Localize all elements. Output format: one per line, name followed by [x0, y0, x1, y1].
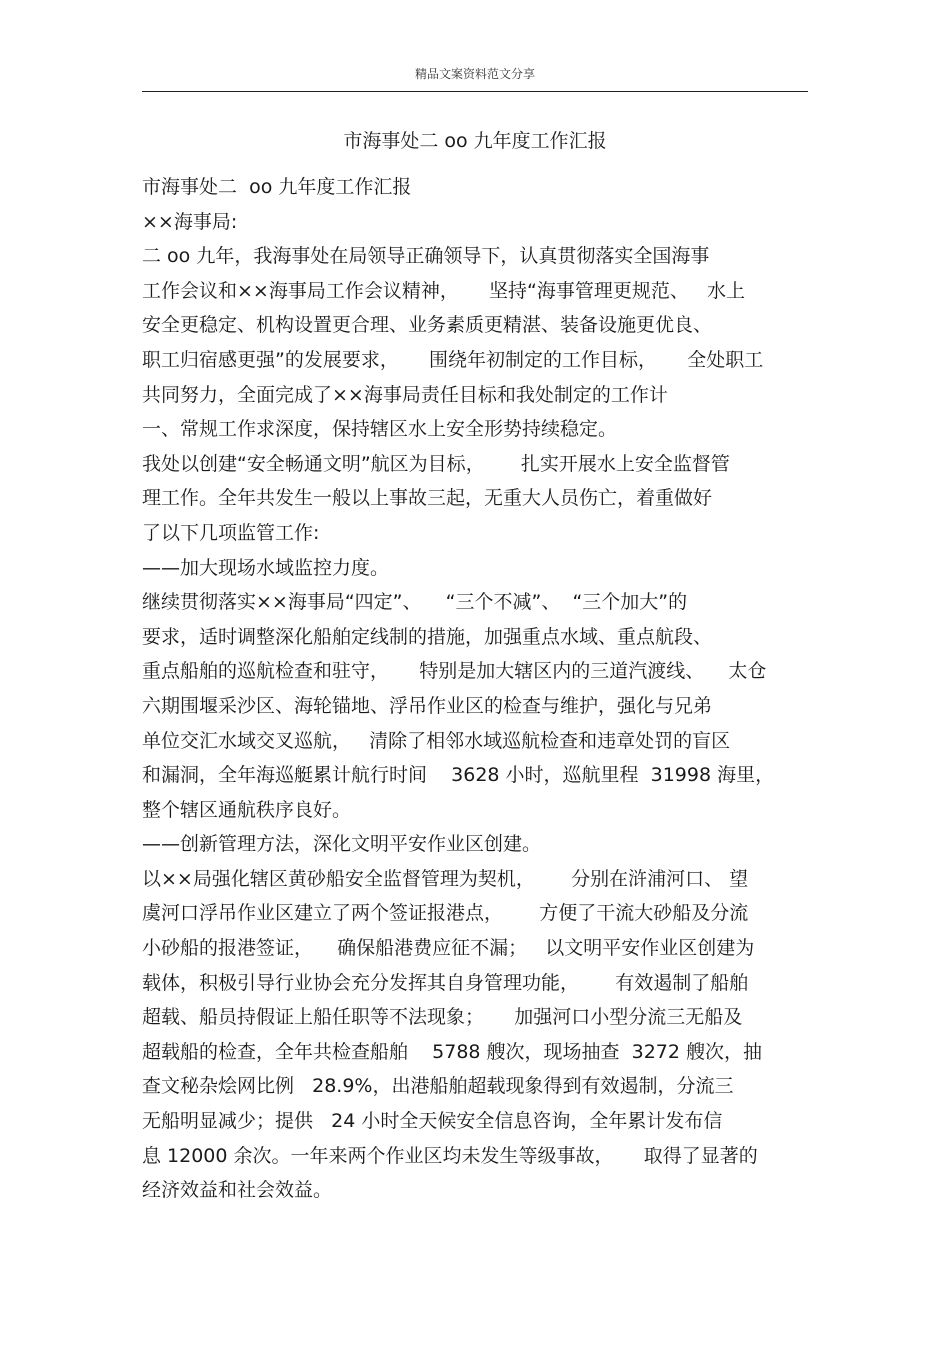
body-line: 了以下几项监管工作:	[142, 521, 320, 544]
body-line: 二 oo 九年，我海事处在局领导正确领导下，认真贯彻落实全国海事	[142, 245, 710, 268]
body-line: 无船明显减少；提供 24 小时全天候安全信息咨询，全年累计发布信	[142, 1110, 723, 1133]
body-line: 超载、船员持假证上船任职等不法现象； 加强河口小型分流三无船及	[142, 1006, 743, 1029]
body-line: 职工归宿感更强”的发展要求， 围绕年初制定的工作目标， 全处职工	[142, 348, 764, 371]
header-divider	[142, 91, 808, 92]
body-line: 我处以创建“安全畅通文明”航区为目标， 扎实开展水上安全监督管	[142, 452, 730, 475]
body-line: 虞河口浮吊作业区建立了两个签证报港点， 方便了干流大砂船及分流	[142, 902, 749, 925]
subsection-heading: ——加大现场水域监控力度。	[142, 556, 390, 579]
body-line: 查文秘杂烩网比例 28.9%，出港船舶超载现象得到有效遏制，分流三	[142, 1075, 734, 1098]
body-line: 理工作。全年共发生一般以上事故三起，无重大人员伤亡，着重做好	[142, 487, 713, 510]
body-line: 超载船的检查，全年共检查船舶 5788 艘次，现场抽查 3272 艘次，抽	[142, 1040, 763, 1063]
body-line: 工作会议和××海事局工作会议精神， 坚持“海事管理更规范、 水上	[142, 279, 746, 302]
body-line: 整个辖区通航秩序良好。	[142, 798, 352, 821]
body-line: 载体，积极引导行业协会充分发挥其自身管理功能， 有效遏制了船舶	[142, 971, 749, 994]
subsection-heading: ——创新管理方法，深化文明平安作业区创建。	[142, 833, 542, 856]
body-line: 要求，适时调整深化船舶定线制的措施，加强重点水域、重点航段、	[142, 625, 713, 648]
body-line: 单位交汇水域交叉巡航， 清除了相邻水域巡航检查和违章处罚的盲区	[142, 729, 731, 752]
document-title: 市海事处二 oo 九年度工作汇报	[343, 130, 607, 152]
document-body	[142, 170, 808, 1208]
body-line: 继续贯彻落实××海事局“四定”、 “三个不减”、 “三个加大”的	[142, 591, 688, 614]
section-heading: 一、常规工作求深度，保持辖区水上安全形势持续稳定。	[142, 418, 618, 441]
body-line: 市海事处二 oo 九年度工作汇报	[142, 176, 412, 198]
body-line: 安全更稳定、机构设置更合理、业务素质更精湛、装备设施更优良、	[142, 314, 713, 337]
body-line: 共同努力，全面完成了××海事局责任目标和我处制定的工作计	[142, 383, 668, 406]
body-line: 重点船舶的巡航检查和驻守， 特别是加大辖区内的三道汽渡线、 太仓	[142, 660, 767, 683]
body-line: 小砂船的报港签证， 确保船港费应征不漏； 以文明平安作业区创建为	[142, 937, 755, 960]
body-line: 以××局强化辖区黄砂船安全监督管理为契机， 分别在浒浦河口、 望	[142, 867, 749, 890]
body-line: 息 12000 余次。一年来两个作业区均未发生等级事故， 取得了显著的	[142, 1144, 758, 1167]
body-line: 和漏洞，全年海巡艇累计航行时间 3628 小时，巡航里程 31998 海里，	[142, 764, 775, 787]
body-line: ××海事局:	[142, 210, 238, 233]
page-header-text: 精品文案资料范文分享	[414, 67, 535, 81]
body-line: 六期围堰采沙区、海轮锚地、浮吊作业区的检查与维护，强化与兄弟	[142, 694, 713, 717]
body-line: 经济效益和社会效益。	[142, 1179, 333, 1202]
